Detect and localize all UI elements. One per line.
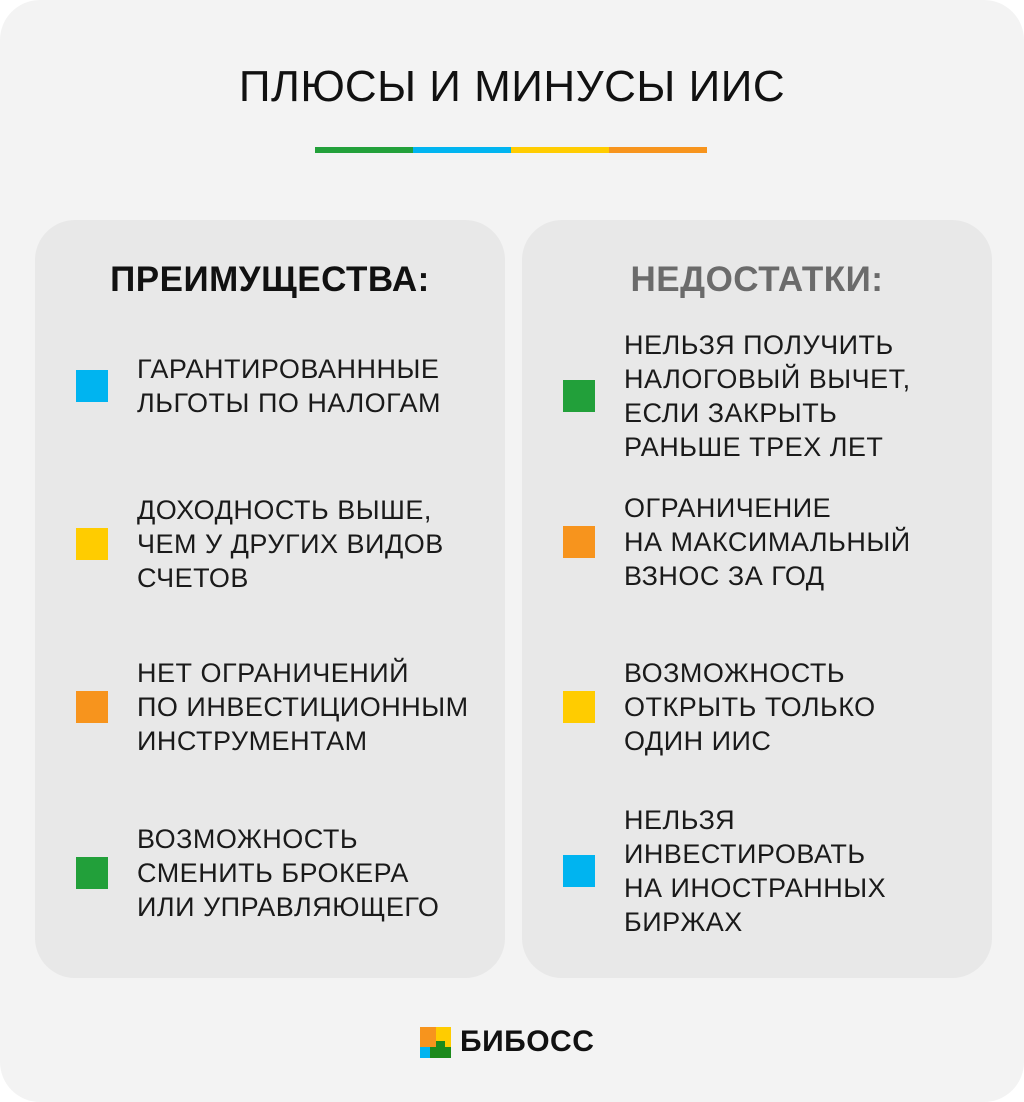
cons-item: [563, 656, 876, 758]
square-marker-icon: [563, 691, 595, 723]
underline-green: [315, 147, 413, 153]
cons-item-text: ОГРАНИЧЕНИЕ НА МАКСИМАЛЬНЫЙ ВЗНОС ЗА ГОД: [624, 493, 911, 591]
square-marker-icon: [76, 528, 108, 560]
brand-logo: [420, 1025, 594, 1059]
title-underline: [315, 147, 707, 153]
pros-item-text: НЕТ ОГРАНИЧЕНИЙ ПО ИНВЕСТИЦИОННЫМ ИНСТРУМЕНТАМ: [137, 658, 469, 756]
square-marker-icon: [76, 857, 108, 889]
underline-yellow: [511, 147, 609, 153]
pros-item: [76, 656, 469, 758]
logo-mark-icon: [420, 1027, 451, 1058]
pros-item-text: ГАРАНТИРОВАНННЫЕ ЛЬГОТЫ ПО НАЛОГАМ: [137, 354, 441, 418]
underline-blue: [413, 147, 511, 153]
cons-item-text: НЕЛЬЗЯ ИНВЕСТИРОВАТЬ НА ИНОСТРАННЫХ БИРЖАХ: [624, 805, 887, 937]
square-marker-icon: [76, 370, 108, 402]
cons-item: [563, 328, 911, 464]
square-marker-icon: [563, 526, 595, 558]
square-marker-icon: [563, 855, 595, 887]
cons-heading: НЕДОСТАТКИ:: [630, 260, 884, 299]
square-marker-icon: [76, 691, 108, 723]
cons-item-text: НЕЛЬЗЯ ПОЛУЧИТЬ НАЛОГОВЫЙ ВЫЧЕТ, ЕСЛИ ЗАКРЫТЬ РАНЬШЕ ТРЕХ ЛЕТ: [624, 330, 911, 462]
logo-text: БИБОСС: [460, 1025, 595, 1058]
cons-card: [522, 220, 992, 978]
pros-item-text: ВОЗМОЖНОСТЬ СМЕНИТЬ БРОКЕРА ИЛИ УПРАВЛЯЮЩЕГО: [137, 824, 440, 922]
pros-item: [76, 493, 444, 595]
cons-item-text: ВОЗМОЖНОСТЬ ОТКРЫТЬ ТОЛЬКО ОДИН ИИС: [624, 658, 876, 756]
square-marker-icon: [563, 380, 595, 412]
underline-orange: [609, 147, 707, 153]
page-title: ПЛЮСЫ И МИНУСЫ ИИС: [238, 62, 786, 111]
pros-item-text: ДОХОДНОСТЬ ВЫШЕ, ЧЕМ У ДРУГИХ ВИДОВ СЧЕТОВ: [137, 495, 444, 593]
pros-item: [76, 352, 441, 420]
pros-card: [35, 220, 505, 978]
cons-item: [563, 803, 886, 939]
pros-item: [76, 822, 439, 924]
pros-heading: ПРЕИМУЩЕСТВА:: [110, 260, 430, 299]
cons-item: [563, 491, 911, 593]
